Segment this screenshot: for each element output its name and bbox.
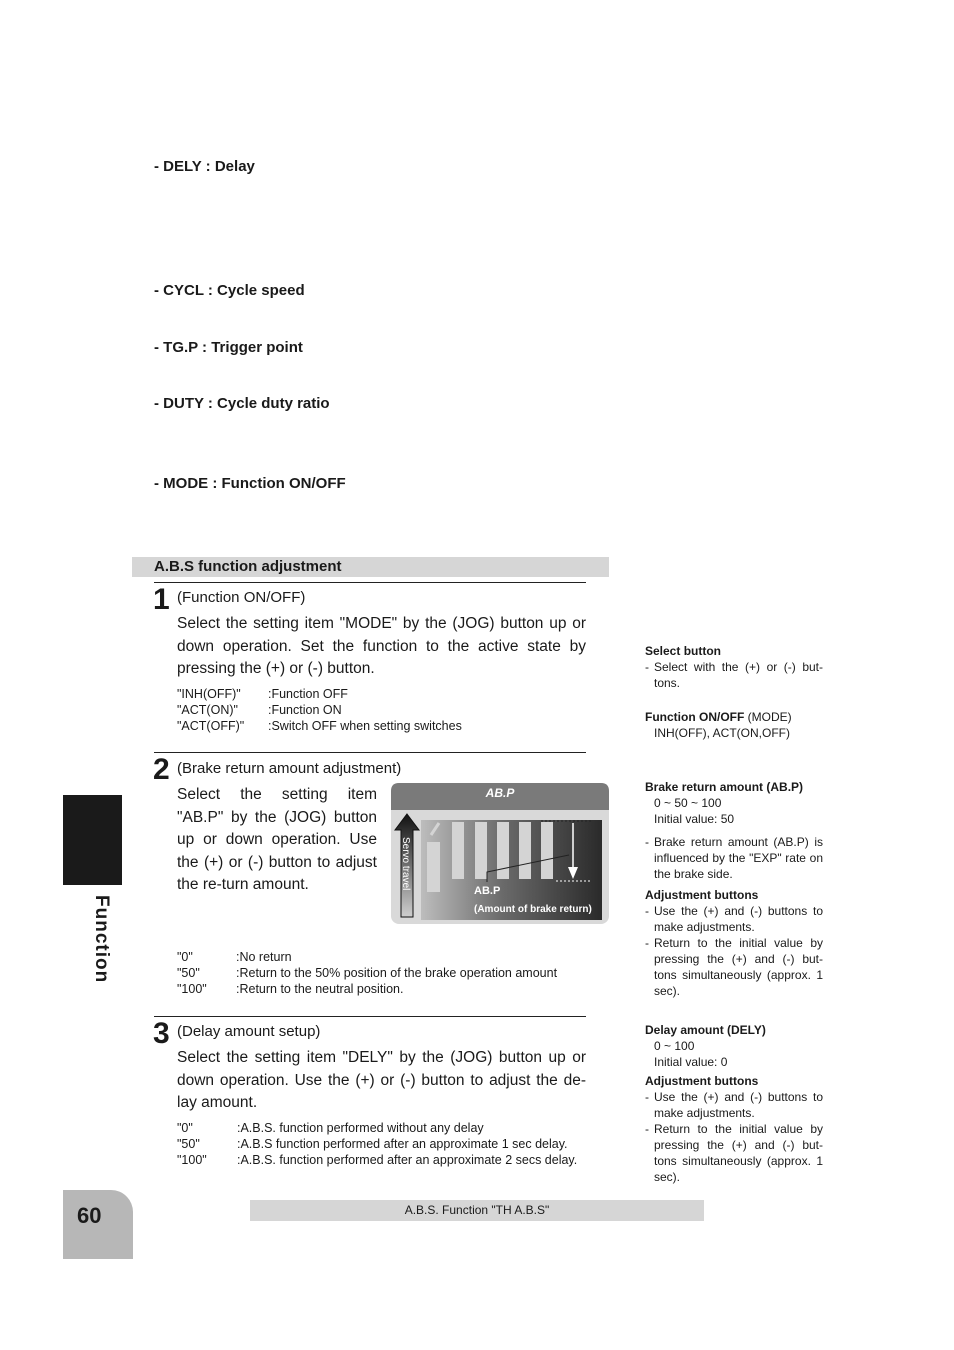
step2-title: (Brake return amount adjustment) (177, 760, 402, 777)
step1-rule (154, 582, 586, 583)
sidebar-select-title: Select button (645, 644, 722, 658)
sidebar-abp-note: - Brake return amount (AB.P) is influenced by the "EXP" rate on the brake side. (645, 834, 823, 882)
diagram-servo-label: Servo travel (400, 837, 411, 891)
sidebar-mode (645, 709, 823, 741)
sidebar-adj-1: - Use the (+) and (-) buttons to make adjustments. (645, 903, 823, 935)
value-key: "50" (177, 1137, 200, 1151)
sidebar-abp (645, 779, 823, 999)
sidebar-mode-values: INH(OFF), ACT(ON,OFF) (654, 726, 790, 740)
value-row (177, 702, 577, 718)
step2-values (177, 949, 577, 997)
sidebar-dely-initial: Initial value: 0 (654, 1055, 728, 1069)
value-row (177, 965, 577, 981)
sidebar-dely-title: Delay amount (DELY) (645, 1023, 766, 1037)
value-row (177, 686, 577, 702)
sidebar-dely (645, 1022, 823, 1185)
value-desc: :Function OFF (268, 687, 348, 701)
value-desc: :A.B.S. function performed without any delay (237, 1121, 484, 1135)
step3-values (177, 1120, 597, 1168)
sidebar-abp-initial: Initial value: 50 (654, 812, 735, 826)
value-key: "0" (177, 1121, 193, 1135)
diagram-title: AB.P (485, 786, 515, 800)
diagram-abp-label: AB.P (474, 885, 501, 897)
section-header (132, 557, 609, 577)
definition-duty: - DUTY : Cycle duty ratio (154, 395, 330, 412)
value-desc: :Function ON (268, 703, 342, 717)
step2-rule (154, 752, 586, 753)
sidebar-abp-title: Brake return amount (AB.P) (645, 780, 804, 794)
definition-tgp: - TG.P : Trigger point (154, 339, 303, 356)
step3-number: 3 (153, 1017, 170, 1050)
abp-diagram (391, 783, 609, 924)
sidebar-adj2-1: - Use the (+) and (-) buttons to make adjustments. (645, 1089, 823, 1121)
diagram-abp-caption: (Amount of brake return) (474, 904, 592, 915)
footer-bar: A.B.S. Function "TH A.B.S" (250, 1200, 704, 1221)
step3-body: Select the setting item "DELY" by the (JOG) button up or down operation. Use the (+) or (-) button to adjust the de-lay amount. (177, 1049, 586, 1111)
value-key: "100" (177, 982, 207, 996)
value-row (177, 1136, 597, 1152)
value-key: "100" (177, 1153, 207, 1167)
sidebar-select-text: - Select with the (+) or (-) but-tons. (645, 659, 823, 691)
definition-dely: - DELY : Delay (154, 158, 255, 175)
value-row (177, 949, 577, 965)
sidebar-adj2-2: - Return to the initial value by pressing the (+) and (-) but-tons simultaneously (approx. 1 sec). (645, 1121, 823, 1185)
sidebar-mode-title: Function ON/OFF (645, 710, 745, 724)
sidebar-select (645, 643, 823, 691)
sidebar-dely-range: 0 ~ 100 (654, 1039, 695, 1053)
step1-values (177, 686, 577, 734)
page-number-box (63, 1190, 133, 1259)
step1-body: Select the setting item "MODE" by the (JOG) button up or down operation. Set the function to the active state by pressing the (+) or (-) button. (177, 615, 586, 677)
step3-title: (Delay amount setup) (177, 1023, 321, 1040)
value-desc: :A.B.S. function performed after an approximate 2 secs delay. (237, 1153, 578, 1167)
sidebar-adj-title: Adjustment buttons (645, 888, 759, 902)
step1-title: (Function ON/OFF) (177, 589, 306, 606)
side-tab-label: Function (91, 895, 112, 984)
value-key: "ACT(ON)" (177, 703, 238, 717)
sidebar-mode-suffix: (MODE) (744, 710, 792, 724)
value-key: "INH(OFF)" (177, 687, 241, 701)
sidebar-adj-2: - Return to the initial value by pressing the (+) and (-) but-tons simultaneously (approx. 1 sec). (645, 935, 823, 999)
value-key: "ACT(OFF)" (177, 719, 245, 733)
page-number: 60 (77, 1203, 102, 1228)
value-row (177, 718, 577, 734)
definition-cycl: - CYCL : Cycle speed (154, 282, 305, 299)
value-key: "0" (177, 950, 193, 964)
value-row (177, 1120, 597, 1136)
side-tab-block (63, 795, 122, 885)
value-row (177, 1152, 597, 1168)
value-row (177, 981, 577, 997)
step2-body: Select the setting item "AB.P" by the (JOG) button up or down operation. Use the (+) or (-) button to adjust the re-turn amount. (177, 786, 377, 893)
section-title: A.B.S function adjustment (154, 558, 342, 575)
value-key: "50" (177, 966, 200, 980)
value-desc: :No return (236, 950, 292, 964)
value-desc: :Return to the 50% position of the brake operation amount (236, 966, 558, 980)
definition-mode: - MODE : Function ON/OFF (154, 475, 346, 492)
value-desc: :A.B.S function performed after an approximate 1 sec delay. (237, 1137, 568, 1151)
value-desc: :Switch OFF when setting switches (268, 719, 462, 733)
step2-number: 2 (153, 753, 170, 786)
step3-rule (154, 1016, 586, 1017)
value-desc: :Return to the neutral position. (236, 982, 404, 996)
sidebar-abp-range: 0 ~ 50 ~ 100 (654, 796, 722, 810)
sidebar-adj2-title: Adjustment buttons (645, 1074, 759, 1088)
step1-number: 1 (153, 583, 170, 616)
abp-diagram-graphic (391, 783, 609, 924)
